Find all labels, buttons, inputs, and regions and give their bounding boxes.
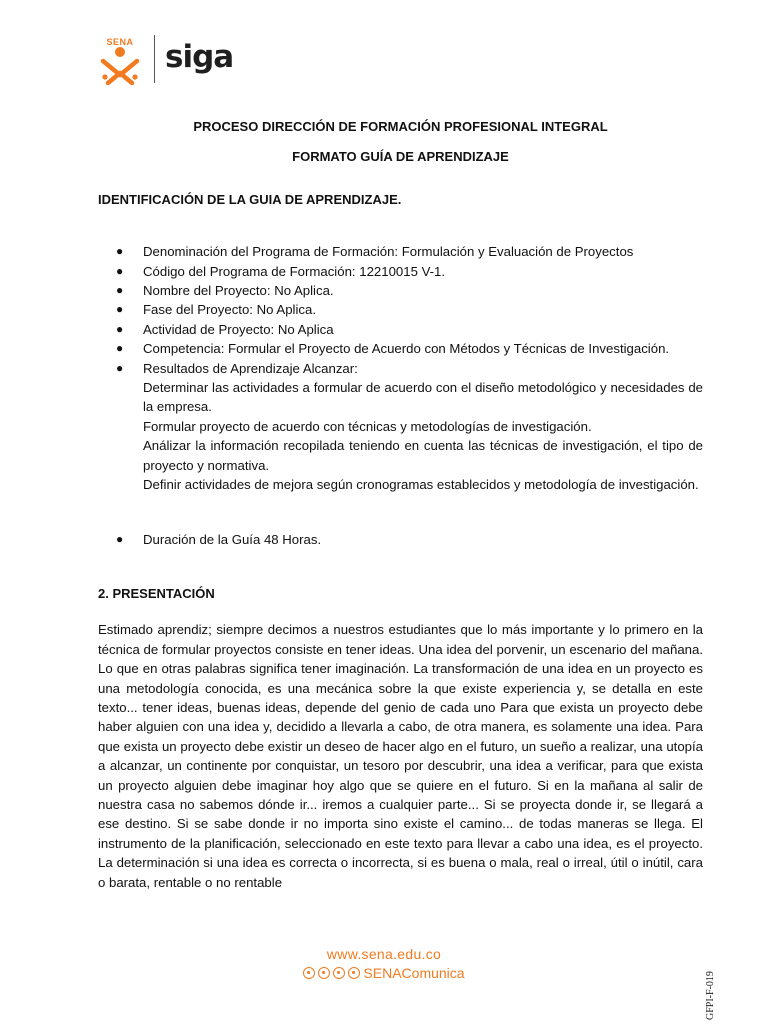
document-code: GFPI-F-019 (705, 971, 716, 1020)
list-item-text: Denominación del Programa de Formación: Formulación y Evaluación de Proyectos (143, 244, 634, 260)
sena-emblem-icon (100, 45, 140, 85)
duration-text: Duración de la Guía 48 Horas. (143, 531, 322, 547)
footer (0, 946, 768, 984)
header-logos (96, 32, 233, 86)
list-item-text: Código del Programa de Formación: 12210015 V-1. (143, 263, 446, 279)
document-body (98, 112, 703, 892)
youtube-icon (348, 967, 360, 979)
list-item-duration (98, 530, 703, 549)
list-item-text: Fase del Proyecto: No Aplica. (143, 302, 316, 318)
bullet-icon: ● (116, 283, 124, 298)
bullet-icon: ● (116, 321, 124, 336)
siga-logo: siga (165, 39, 234, 75)
list-item (98, 320, 703, 339)
footer-social-handle: SENAComunica (363, 965, 465, 981)
list-item-text: Actividad de Proyecto: No Aplica (143, 321, 334, 337)
presentation-paragraph: Estimado aprendiz; siempre decimos a nuestros estudiantes que lo más importante y lo primero en la técnica de formular proyectos consiste en tener ideas. Una idea del porvenir, un escenario del mañana. Lo que en otras palabras significa tener imaginación. La transformación de una idea en un proyecto es una metodología conocida, es una mecánica sobre la que existe experiencia y, se detalla en este texto... tener ideas, buenas ideas, depende del genio de cada uno Para que exista un proyecto debe haber alguien con una idea y, decidido a llevarla a cabo, de otra manera, es solamente una idea. Para que exista un proyecto debe existir un deseo de hacer algo en el futuro, un sueño a realizar, una utopía a alcanzar, un continente por conquistar, un tesoro por descubrir, una idea a verificar, para que exista un proyecto alguien debe imaginar hoy algo que se quiere en el futuro. Si en la mañana al salir de nuestra casa no sabemos dónde ir... iremos a cualquier parte... Si se proyecta donde ir, se llegará a ese destino. Si se sabe donde ir no importa sino existe el camino... de todas maneras se llega. El instrumento de la planificación, seleccionado en este texto para llevar a cabo una idea, es el proyecto. La determinación si una idea es correcta o incorrecta, si es buena o mala, real o irreal, útil o inútil, cara o barata, rentable o no rentable (98, 622, 703, 890)
list-item (98, 242, 703, 261)
bullet-icon: ● (116, 244, 124, 259)
identification-list (98, 242, 703, 549)
bullet-icon: ● (116, 302, 124, 317)
facebook-icon (303, 967, 315, 979)
twitter-icon (318, 967, 330, 979)
bullet-icon: ● (116, 341, 124, 356)
sena-logo-text: SENA (106, 37, 134, 47)
list-item-text: Nombre del Proyecto: No Aplica. (143, 283, 334, 299)
list-item (98, 262, 703, 281)
result-text: Formular proyecto de acuerdo con técnicas y metodologías de investigación. (143, 418, 592, 434)
bullet-icon: ● (116, 360, 124, 375)
list-item (98, 359, 703, 495)
sena-logo (96, 33, 144, 85)
result-text: Definir actividades de mejora según cronogramas establecidos y metodología de investigación. (143, 477, 699, 493)
list-item (98, 300, 703, 319)
list-item (98, 281, 703, 300)
list-item-text: Resultados de Aprendizaje Alcanzar: (143, 360, 358, 376)
format-title: FORMATO GUÍA DE APRENDIZAJE (292, 149, 509, 165)
result-text: Determinar las actividades a formular de acuerdo con el diseño metodológico y necesidades de la empresa. (143, 380, 703, 415)
result-text: Análizar la información recopilada teniendo en cuenta las técnicas de investigación, el tipo de proyecto y normativa. (143, 438, 703, 473)
identification-heading: IDENTIFICACIÓN DE LA GUIA DE APRENDIZAJE. (98, 191, 402, 207)
list-item (98, 339, 703, 358)
presentation-heading: 2. PRESENTACIÓN (98, 585, 215, 601)
bullet-icon: ● (116, 531, 124, 546)
process-title: PROCESO DIRECCIÓN DE FORMACIÓN PROFESIONAL INTEGRAL (193, 119, 608, 134)
footer-social (303, 965, 464, 981)
instagram-icon (333, 967, 345, 979)
footer-url: www.sena.edu.co (326, 946, 442, 962)
bullet-icon: ● (116, 263, 124, 278)
list-item-text: Competencia: Formular el Proyecto de Acuerdo con Métodos y Técnicas de Investigación. (143, 341, 670, 357)
logo-divider (154, 35, 155, 83)
